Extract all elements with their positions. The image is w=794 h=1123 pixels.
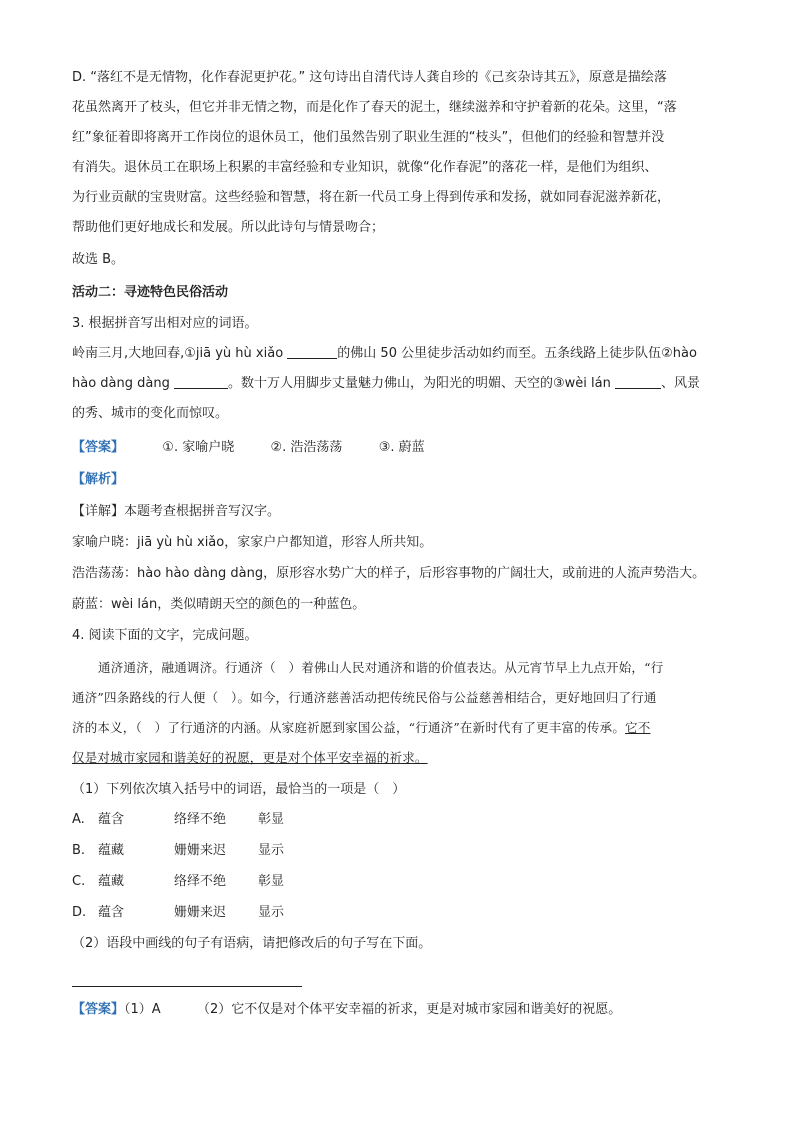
passage-line (72, 718, 650, 738)
paragraph-line: 帮助他们更好地成长和发展。所以此诗句与情景吻合； (72, 220, 385, 235)
detail-line: 【详解】本题考查根据拼音写汉字。 (72, 504, 281, 519)
question-text-line (72, 344, 697, 364)
option-a (72, 810, 284, 830)
text-segment: 。数十万人用脚步丈量魅力佛山，为阳光的明媚、天空的③wèi lán (227, 376, 611, 391)
option-word: 蕴藏 (98, 874, 125, 889)
text-segment: hào dàng dàng (72, 376, 170, 391)
fill-blank (287, 344, 337, 359)
option-word: 姗姗来迟 (174, 905, 227, 920)
question-prompt: 4. 阅读下面的文字，完成问题。 (72, 628, 258, 643)
paragraph-line: 花虽然离开了枝头，但它并非无情之物，而是化作了春天的泥土，继续滋养和守护着新的花朵。这里，“落 (72, 100, 677, 115)
paragraph-line: 红”象征着即将离开工作岗位的退休员工，他们虽然告别了职业生涯的“枝头”，但他们的经验和智慧并没 (72, 130, 665, 145)
answer-line (72, 1000, 621, 1020)
option-letter: D. (72, 905, 87, 920)
passage-line: 通济”四条路线的行人便（ ）。如今，行通济慈善活动把传统民俗与公益慈善相结合，更好地回归了行通 (72, 690, 657, 705)
option-c (72, 872, 284, 892)
explanation-line: 蔚蓝：wèi lán，类似晴朗天空的颜色的一种蓝色。 (72, 597, 366, 612)
passage-segment: 济的本义，（ ）了行通济的内涵。从家庭祈愿到家国公益，“行通济”在新时代有了更丰富的传承。 (72, 720, 626, 735)
paragraph-line: 为行业贡献的宝贵财富。这些经验和智慧，将在新一代员工身上得到传承和发扬，就如同春泥滋养新花， (72, 190, 671, 205)
option-word: 蕴含 (98, 812, 125, 827)
answer-tag: 【答案】 (72, 1002, 125, 1017)
option-letter: B. (72, 843, 86, 858)
answer-rule (72, 986, 302, 987)
fill-blank (174, 374, 228, 389)
explanation-line: 浩浩荡荡：hào hào dàng dàng，原形容水势广大的样子，后形容事物的广阔壮大，或前进的人流声势浩大。 (72, 566, 706, 581)
option-word: 彰显 (258, 812, 285, 827)
option-word: 姗姗来迟 (174, 843, 227, 858)
answer-line (72, 438, 425, 458)
paragraph-line: D. “落红不是无情物，化作春泥更护花。” 这句诗出自清代诗人龚自珍的《己亥杂诗其五》，原意是描绘落 (72, 70, 667, 85)
option-word: 络绎不绝 (174, 874, 227, 889)
option-word: 显示 (258, 843, 285, 858)
question-prompt: 3. 根据拼音写出相对应的词语。 (72, 316, 258, 331)
option-word: 彰显 (258, 874, 285, 889)
question-text-line (72, 374, 700, 394)
option-letter: A. (72, 812, 85, 827)
answer-tag: 【答案】 (72, 440, 125, 455)
option-word: 显示 (258, 905, 285, 920)
fill-blank (615, 374, 661, 389)
answer-item: ③. 蔚蓝 (378, 440, 425, 455)
analysis-tag: 【解析】 (72, 472, 125, 487)
option-d (72, 903, 284, 923)
sub-question: （2）语段中画线的句子有语病，请把修改后的句子写在下面。 (72, 936, 432, 951)
underlined-sentence: 它不 (625, 720, 651, 735)
sub-question: （1）下列依次填入括号中的词语，最恰当的一项是（ ） (72, 782, 406, 797)
option-word: 蕴藏 (98, 843, 125, 858)
answer-item: （2）它不仅是对个体平安幸福的祈求，更是对城市家园和谐美好的祝愿。 (196, 1002, 622, 1017)
paragraph-line: 有消失。退休员工在职场上积累的丰富经验和专业知识，就像“化作春泥”的落花一样，是他们为组织、 (72, 160, 658, 175)
text-segment: 的佛山 50 公里徒步活动如约而至。五条线路上徒步队伍②hào (337, 346, 697, 361)
answer-item: ①. 家喻户晓 (162, 440, 235, 455)
option-word: 络绎不绝 (174, 812, 227, 827)
passage-line: 通济通济，融通调济。行通济（ ）着佛山人民对通济和谐的价值表达。从元宵节早上九点开始，“行 (98, 660, 664, 675)
question-text-line: 的秀、城市的变化而惊叹。 (72, 406, 229, 421)
section-heading: 活动二：寻迹特色民俗活动 (72, 285, 229, 300)
option-letter: C. (72, 874, 86, 889)
underlined-sentence: 仅是对城市家园和谐美好的祝愿，更是对个体平安幸福的祈求。 (72, 750, 428, 765)
text-segment: 岭南三月,大地回春,①jiā yù hù xiǎo (72, 346, 284, 361)
option-b (72, 841, 284, 861)
answer-item: ②. 浩浩荡荡 (270, 440, 343, 455)
answer-choice-line: 故选 B。 (72, 252, 125, 267)
answer-item: （1）A (124, 1002, 161, 1017)
explanation-line: 家喻户晓：jiā yù hù xiǎo，家家户户都知道，形容人所共知。 (72, 535, 433, 550)
text-segment: 、风景 (660, 376, 700, 391)
option-word: 蕴含 (98, 905, 125, 920)
